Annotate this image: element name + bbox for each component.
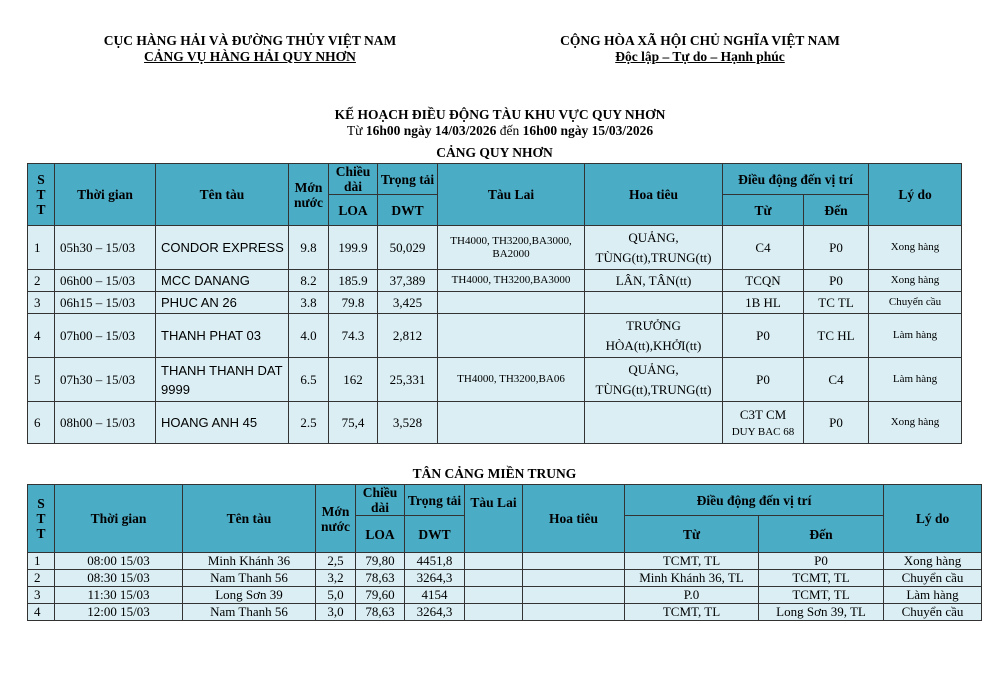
cell-pilot	[523, 553, 625, 570]
cell-from	[723, 402, 804, 444]
cell-to: P0	[804, 226, 869, 270]
col-tug: Tàu Lai	[465, 485, 523, 553]
from-location: P0	[756, 328, 770, 343]
cell-from	[723, 226, 804, 270]
cell-loa: 185.9	[329, 270, 378, 292]
cell-stt: 4	[28, 314, 55, 358]
table-row	[28, 270, 962, 292]
cell-loa: 79,60	[356, 587, 405, 604]
cell-dwt: 4154	[405, 587, 465, 604]
cell-tug: TH4000, TH3200,BA3000	[438, 270, 585, 292]
section2-title: TÂN CẢNG MIỀN TRUNG	[412, 466, 577, 481]
section1-title: CẢNG QUY NHƠN	[436, 145, 553, 160]
col-ship: Tên tàu	[156, 164, 289, 226]
cell-stt: 4	[28, 604, 55, 621]
cell-from	[723, 270, 804, 292]
cell-reason: Làm hàng	[869, 358, 962, 402]
cell-dwt: 3,528	[378, 402, 438, 444]
cell-loa: 75,4	[329, 402, 378, 444]
cell-stt: 6	[28, 402, 55, 444]
cell-time: 07h30 – 15/03	[55, 358, 156, 402]
col-from: Từ	[625, 516, 759, 553]
cell-ship: Minh Khánh 36	[183, 553, 316, 570]
cell-time: 11:30 15/03	[55, 587, 183, 604]
cell-dwt: 3264,3	[405, 570, 465, 587]
cell-loa: 78,63	[356, 604, 405, 621]
cell-draft: 8.2	[289, 270, 329, 292]
cell-draft: 3,0	[316, 604, 356, 621]
cell-pilot	[523, 570, 625, 587]
cell-stt: 2	[28, 270, 55, 292]
cell-draft: 4.0	[289, 314, 329, 358]
col-dwt: DWT	[405, 516, 465, 553]
cell-tug: TH4000, TH3200,BA06	[438, 358, 585, 402]
cell-ship: THANH PHAT 03	[156, 314, 289, 358]
national-header	[500, 33, 900, 65]
cell-from	[723, 358, 804, 402]
cell-loa: 162	[329, 358, 378, 402]
quy-nhon-schedule-table	[27, 163, 962, 444]
cell-tug: TH4000, TH3200,BA3000, BA2000	[438, 226, 585, 270]
cell-ship: Nam Thanh 56	[183, 570, 316, 587]
col-loa: LOA	[329, 195, 378, 226]
from-location: TCQN	[745, 273, 781, 288]
col-tonnage: Trọng tải	[405, 485, 465, 516]
cell-stt: 5	[28, 358, 55, 402]
cell-dwt: 25,331	[378, 358, 438, 402]
cell-to: P0	[804, 270, 869, 292]
col-length: Chiều dài	[356, 485, 405, 516]
cell-loa: 74.3	[329, 314, 378, 358]
col-move: Điều động đến vị trí	[723, 164, 869, 195]
col-draft: Mớn nước	[289, 164, 329, 226]
cell-stt: 1	[28, 226, 55, 270]
col-pilot: Hoa tiêu	[585, 164, 723, 226]
cell-from	[723, 292, 804, 314]
cell-from: TCMT, TL	[625, 604, 759, 621]
cell-loa: 199.9	[329, 226, 378, 270]
col-move: Điều động đến vị trí	[625, 485, 884, 516]
port-authority-name: CẢNG VỤ HÀNG HẢI QUY NHƠN	[144, 49, 356, 64]
cell-reason: Xong hàng	[869, 270, 962, 292]
table-row	[28, 570, 982, 587]
cell-ship: HOANG ANH 45	[156, 402, 289, 444]
cell-dwt: 50,029	[378, 226, 438, 270]
plan-title: KẾ HOẠCH ĐIỀU ĐỘNG TÀU KHU VỰC QUY NHƠN	[334, 107, 666, 122]
from-location: 1B HL	[745, 295, 781, 310]
from-location: C3T CM	[739, 407, 787, 422]
col-to: Đến	[759, 516, 884, 553]
cell-time: 05h30 – 15/03	[55, 226, 156, 270]
cell-reason: Xong hàng	[869, 226, 962, 270]
cell-ship: Nam Thanh 56	[183, 604, 316, 621]
cell-loa: 79.8	[329, 292, 378, 314]
country-name: CỘNG HÒA XÃ HỘI CHỦ NGHĨA VIỆT NAM	[560, 33, 840, 48]
cell-reason: Làm hàng	[884, 587, 982, 604]
document-title	[250, 107, 750, 139]
cell-pilot: TRƯỞNG HÒA(tt),KHỞI(tt)	[585, 314, 723, 358]
cell-to: Long Sơn 39, TL	[759, 604, 884, 621]
cell-reason: Xong hàng	[869, 402, 962, 444]
cell-dwt: 2,812	[378, 314, 438, 358]
table-row	[28, 292, 962, 314]
cell-time: 08:00 15/03	[55, 553, 183, 570]
cell-draft: 9.8	[289, 226, 329, 270]
cell-reason: Chuyển cầu	[884, 604, 982, 621]
col-time: Thời gian	[55, 164, 156, 226]
cell-to: C4	[804, 358, 869, 402]
table-row	[28, 587, 982, 604]
cell-tug	[438, 292, 585, 314]
from-location-note: DUY BAC 68	[731, 426, 795, 438]
cell-to: TCMT, TL	[759, 587, 884, 604]
cell-from: P.0	[625, 587, 759, 604]
cell-ship: Long Sơn 39	[183, 587, 316, 604]
cell-pilot	[523, 604, 625, 621]
cell-pilot: QUẢNG, TÙNG(tt),TRUNG(tt)	[585, 358, 723, 402]
cell-ship: MCC DANANG	[156, 270, 289, 292]
cell-tug	[465, 604, 523, 621]
col-stt: S T T	[28, 485, 55, 553]
cell-pilot	[585, 402, 723, 444]
cell-tug	[465, 570, 523, 587]
cell-loa: 79,80	[356, 553, 405, 570]
cell-stt: 2	[28, 570, 55, 587]
col-pilot: Hoa tiêu	[523, 485, 625, 553]
cell-pilot: LÂN, TÂN(tt)	[585, 270, 723, 292]
cell-loa: 78,63	[356, 570, 405, 587]
cell-reason: Chuyển cầu	[884, 570, 982, 587]
cell-tug	[438, 402, 585, 444]
table-row	[28, 226, 962, 270]
cell-stt: 1	[28, 553, 55, 570]
table-row	[28, 402, 962, 444]
cell-tug	[465, 587, 523, 604]
col-from: Từ	[723, 195, 804, 226]
cell-ship: PHUC AN 26	[156, 292, 289, 314]
cell-draft: 6.5	[289, 358, 329, 402]
from-location: C4	[755, 240, 771, 255]
cell-draft: 2.5	[289, 402, 329, 444]
cell-to: TCMT, TL	[759, 570, 884, 587]
col-loa: LOA	[356, 516, 405, 553]
cell-draft: 3,2	[316, 570, 356, 587]
tan-cang-schedule-table	[27, 484, 982, 621]
cell-stt: 3	[28, 292, 55, 314]
cell-ship: CONDOR EXPRESS	[156, 226, 289, 270]
col-tug: Tàu Lai	[438, 164, 585, 226]
cell-dwt: 37,389	[378, 270, 438, 292]
cell-time: 12:00 15/03	[55, 604, 183, 621]
table-row	[28, 604, 982, 621]
cell-draft: 5,0	[316, 587, 356, 604]
national-motto: Độc lập – Tự do – Hạnh phúc	[615, 49, 785, 64]
cell-time: 08:30 15/03	[55, 570, 183, 587]
col-length: Chiều dài	[329, 164, 378, 195]
cell-time: 06h15 – 15/03	[55, 292, 156, 314]
cell-time: 06h00 – 15/03	[55, 270, 156, 292]
cell-from: TCMT, TL	[625, 553, 759, 570]
col-reason: Lý do	[869, 164, 962, 226]
cell-time: 07h00 – 15/03	[55, 314, 156, 358]
col-reason: Lý do	[884, 485, 982, 553]
col-stt: S T T	[28, 164, 55, 226]
cell-pilot	[585, 292, 723, 314]
cell-to: P0	[759, 553, 884, 570]
agency-header	[40, 33, 460, 65]
agency-name: CỤC HÀNG HẢI VÀ ĐƯỜNG THỦY VIỆT NAM	[103, 33, 397, 48]
cell-draft: 2,5	[316, 553, 356, 570]
cell-to: TC TL	[804, 292, 869, 314]
cell-dwt: 3264,3	[405, 604, 465, 621]
cell-ship: THANH THANH DAT 9999	[156, 358, 289, 402]
cell-from: Minh Khánh 36, TL	[625, 570, 759, 587]
col-dwt: DWT	[378, 195, 438, 226]
cell-draft: 3.8	[289, 292, 329, 314]
from-location: P0	[756, 372, 770, 387]
cell-pilot: QUẢNG, TÙNG(tt),TRUNG(tt)	[585, 226, 723, 270]
cell-stt: 3	[28, 587, 55, 604]
cell-time: 08h00 – 15/03	[55, 402, 156, 444]
col-ship: Tên tàu	[183, 485, 316, 553]
cell-tug	[465, 553, 523, 570]
col-draft: Mớn nước	[316, 485, 356, 553]
cell-reason: Làm hàng	[869, 314, 962, 358]
cell-dwt: 3,425	[378, 292, 438, 314]
cell-to: P0	[804, 402, 869, 444]
cell-tug	[438, 314, 585, 358]
table-row	[28, 553, 982, 570]
col-tonnage: Trọng tải	[378, 164, 438, 195]
cell-pilot	[523, 587, 625, 604]
cell-dwt: 4451,8	[405, 553, 465, 570]
cell-reason: Xong hàng	[884, 553, 982, 570]
table-row	[28, 358, 962, 402]
col-to: Đến	[804, 195, 869, 226]
cell-to: TC HL	[804, 314, 869, 358]
col-time: Thời gian	[55, 485, 183, 553]
plan-date-range: Từ 16h00 ngày 14/03/2026 đến 16h00 ngày 15/03/2026	[346, 123, 654, 138]
table-row	[28, 314, 962, 358]
cell-reason: Chuyển cầu	[869, 292, 962, 314]
cell-from	[723, 314, 804, 358]
